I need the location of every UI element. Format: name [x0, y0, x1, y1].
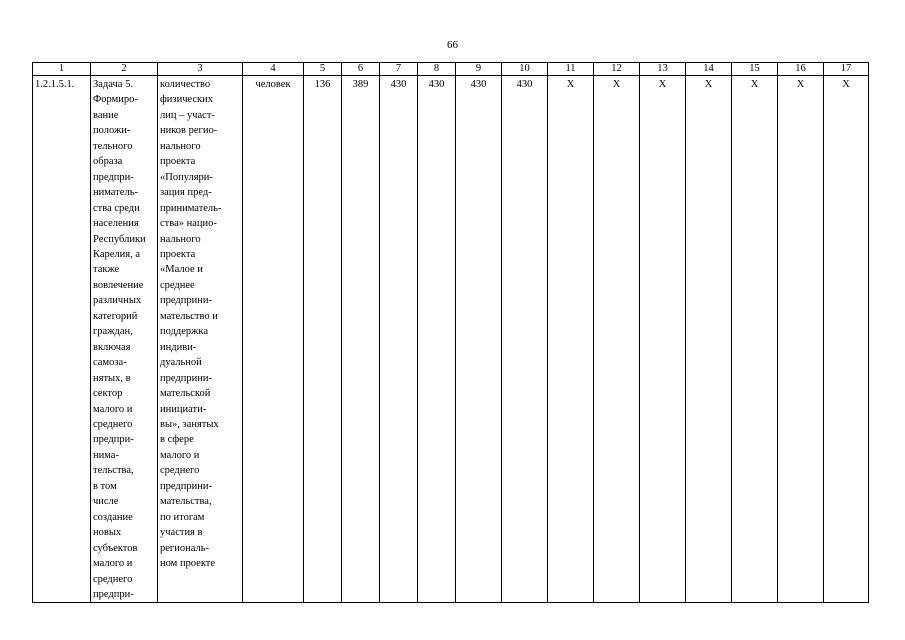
value-cell: 430: [502, 76, 548, 603]
column-number: 15: [732, 63, 778, 76]
value-cell: X: [824, 76, 869, 603]
table-row: [33, 76, 869, 603]
value-cell: 430: [418, 76, 456, 603]
page-number: 66: [447, 39, 458, 51]
task-description: Задача 5. Формиро- вание положи- тельного образа предпри- ниматель- ства среди населения Республики Карелия, а также вовлечение различных категорий граждан, включая самоза- нятых, в сектор малого и среднего предпри- нима- тельства, в том числе создание новых субъектов малого и среднего предпри-: [91, 76, 158, 603]
value-cell: 430: [380, 76, 418, 603]
value-cell: 389: [342, 76, 380, 603]
column-number: 17: [824, 63, 869, 76]
column-number: 9: [456, 63, 502, 76]
value-cell: X: [732, 76, 778, 603]
value-cell: X: [548, 76, 594, 603]
column-number: 8: [418, 63, 456, 76]
value-cell: X: [686, 76, 732, 603]
column-number: 7: [380, 63, 418, 76]
value-cell: 430: [456, 76, 502, 603]
column-number: 5: [304, 63, 342, 76]
column-number: 14: [686, 63, 732, 76]
row-code: 1.2.1.5.1.: [33, 76, 91, 603]
value-cell: 136: [304, 76, 342, 603]
indicator-description: количество физических лиц – участ- ников регио- нального проекта «Популяри- зация пред- приниматель- ства» нацио- нального проекта «Малое и среднее предприни- мательство и поддержка индиви- дуальной предприни- мательской инициати- вы», занятых в сфере малого и среднего предприни- мательства, по итогам участия в региональ- ном проекте: [158, 76, 243, 603]
column-number: 12: [594, 63, 640, 76]
column-number: 16: [778, 63, 824, 76]
value-cell: X: [594, 76, 640, 603]
unit-of-measure: человек: [243, 76, 304, 603]
column-number: 6: [342, 63, 380, 76]
column-number: 11: [548, 63, 594, 76]
value-cell: X: [778, 76, 824, 603]
value-cell: X: [640, 76, 686, 603]
column-number: 2: [91, 63, 158, 76]
column-number: 10: [502, 63, 548, 76]
column-number: 4: [243, 63, 304, 76]
column-number: 13: [640, 63, 686, 76]
header-row: [33, 63, 869, 76]
column-number: 1: [33, 63, 91, 76]
column-number: 3: [158, 63, 243, 76]
data-table: [32, 62, 869, 603]
